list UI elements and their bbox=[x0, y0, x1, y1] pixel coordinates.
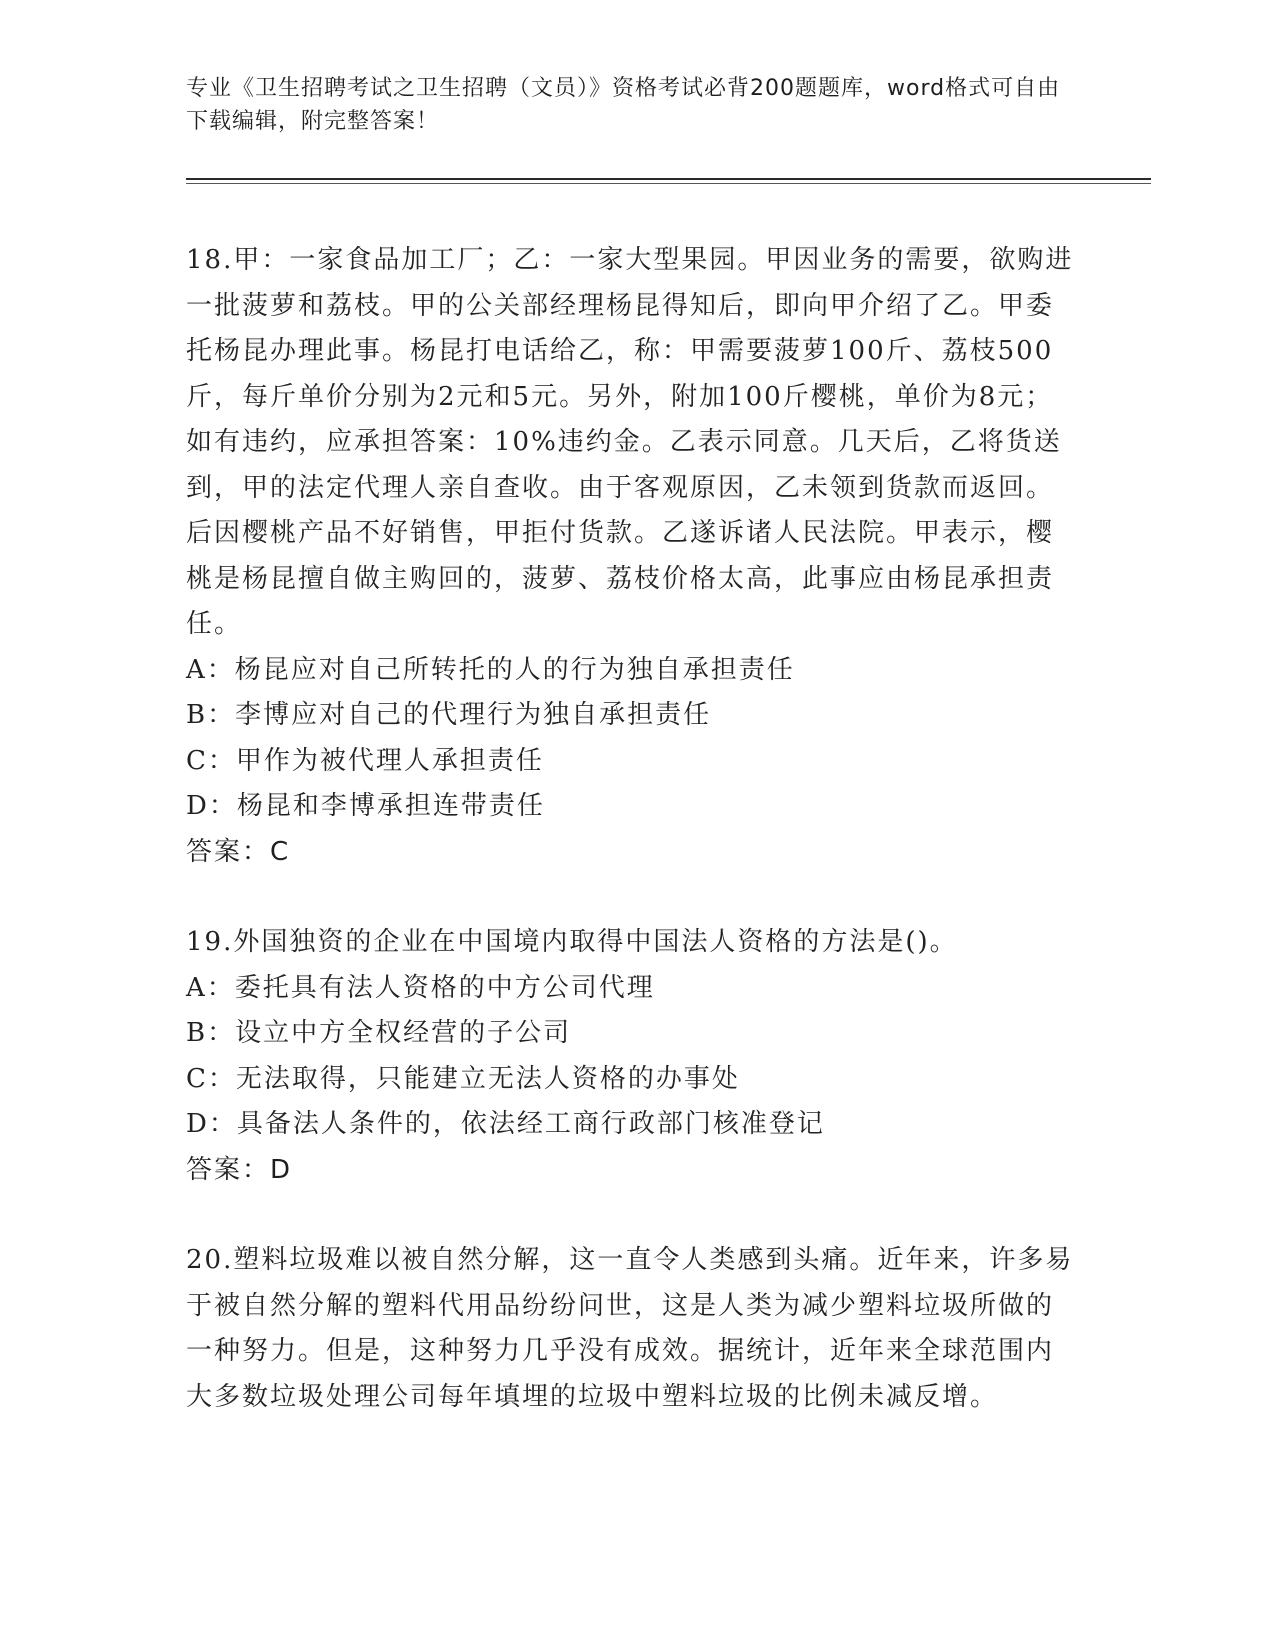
question-stem: 20.塑料垃圾难以被自然分解，这一直令人类感到头痛。近年来，许多易于被自然分解的塑料代用品纷纷问世，这是人类为减少塑料垃圾所做的一种努力。但是，这种努力几乎没有成效。据统计，近年来全球范围内大多数垃圾处理公司每年填埋的垃圾中塑料垃圾的比例未减反增。 bbox=[186, 1245, 1074, 1412]
option-b: B：李博应对自己的代理行为独自承担责任 bbox=[186, 700, 712, 730]
header-divider-thin bbox=[186, 183, 1151, 184]
question-stem: 19.外国独资的企业在中国境内取得中国法人资格的方法是()。 bbox=[186, 927, 958, 957]
option-a: A：委托具有法人资格的中方公司代理 bbox=[186, 972, 655, 1003]
answer-label: 答案：D bbox=[186, 1154, 293, 1185]
answer-label: 答案：C bbox=[186, 836, 291, 867]
option-c: C：甲作为被代理人承担责任 bbox=[186, 745, 544, 776]
question-20 bbox=[186, 1238, 1076, 1420]
option-d: D：杨昆和李博承担连带责任 bbox=[186, 791, 545, 821]
option-c: C：无法取得，只能建立无法人资格的办事处 bbox=[186, 1063, 740, 1094]
option-a: A：杨昆应对自己所转托的人的行为独自承担责任 bbox=[186, 654, 795, 685]
document-header bbox=[186, 72, 1066, 138]
option-b: B：设立中方全权经营的子公司 bbox=[186, 1018, 572, 1048]
option-d: D：具备法人条件的，依法经工商行政部门核准登记 bbox=[186, 1109, 825, 1139]
question-list bbox=[186, 238, 1076, 1465]
header-text: 专业《卫生招聘考试之卫生招聘（文员）》资格考试必背200题题库，word格式可自由下载编辑，附完整答案！ bbox=[186, 76, 1061, 134]
header-divider-thick bbox=[186, 178, 1151, 180]
question-stem: 18.甲：一家食品加工厂；乙：一家大型果园。甲因业务的需要，欲购进一批菠萝和荔枝。甲的公关部经理杨昆得知后，即向甲介绍了乙。甲委托杨昆办理此事。杨昆打电话给乙，称：甲需要菠萝100斤、荔枝500斤，每斤单价分别为2元和5元。另外，附加100斤樱桃，单价为8元；如有违约，应承担答案：10%违约金。乙表示同意。几天后，乙将货送到，甲的法定代理人亲自查收。由于客观原因，乙未领到货款而返回。后因樱桃产品不好销售，甲拒付货款。乙遂诉诸人民法院。甲表示，樱桃是杨昆擅自做主购回的，菠萝、荔枝价格太高，此事应由杨昆承担责任。 bbox=[186, 245, 1074, 639]
question-19 bbox=[186, 920, 1076, 1193]
question-18 bbox=[186, 238, 1076, 875]
